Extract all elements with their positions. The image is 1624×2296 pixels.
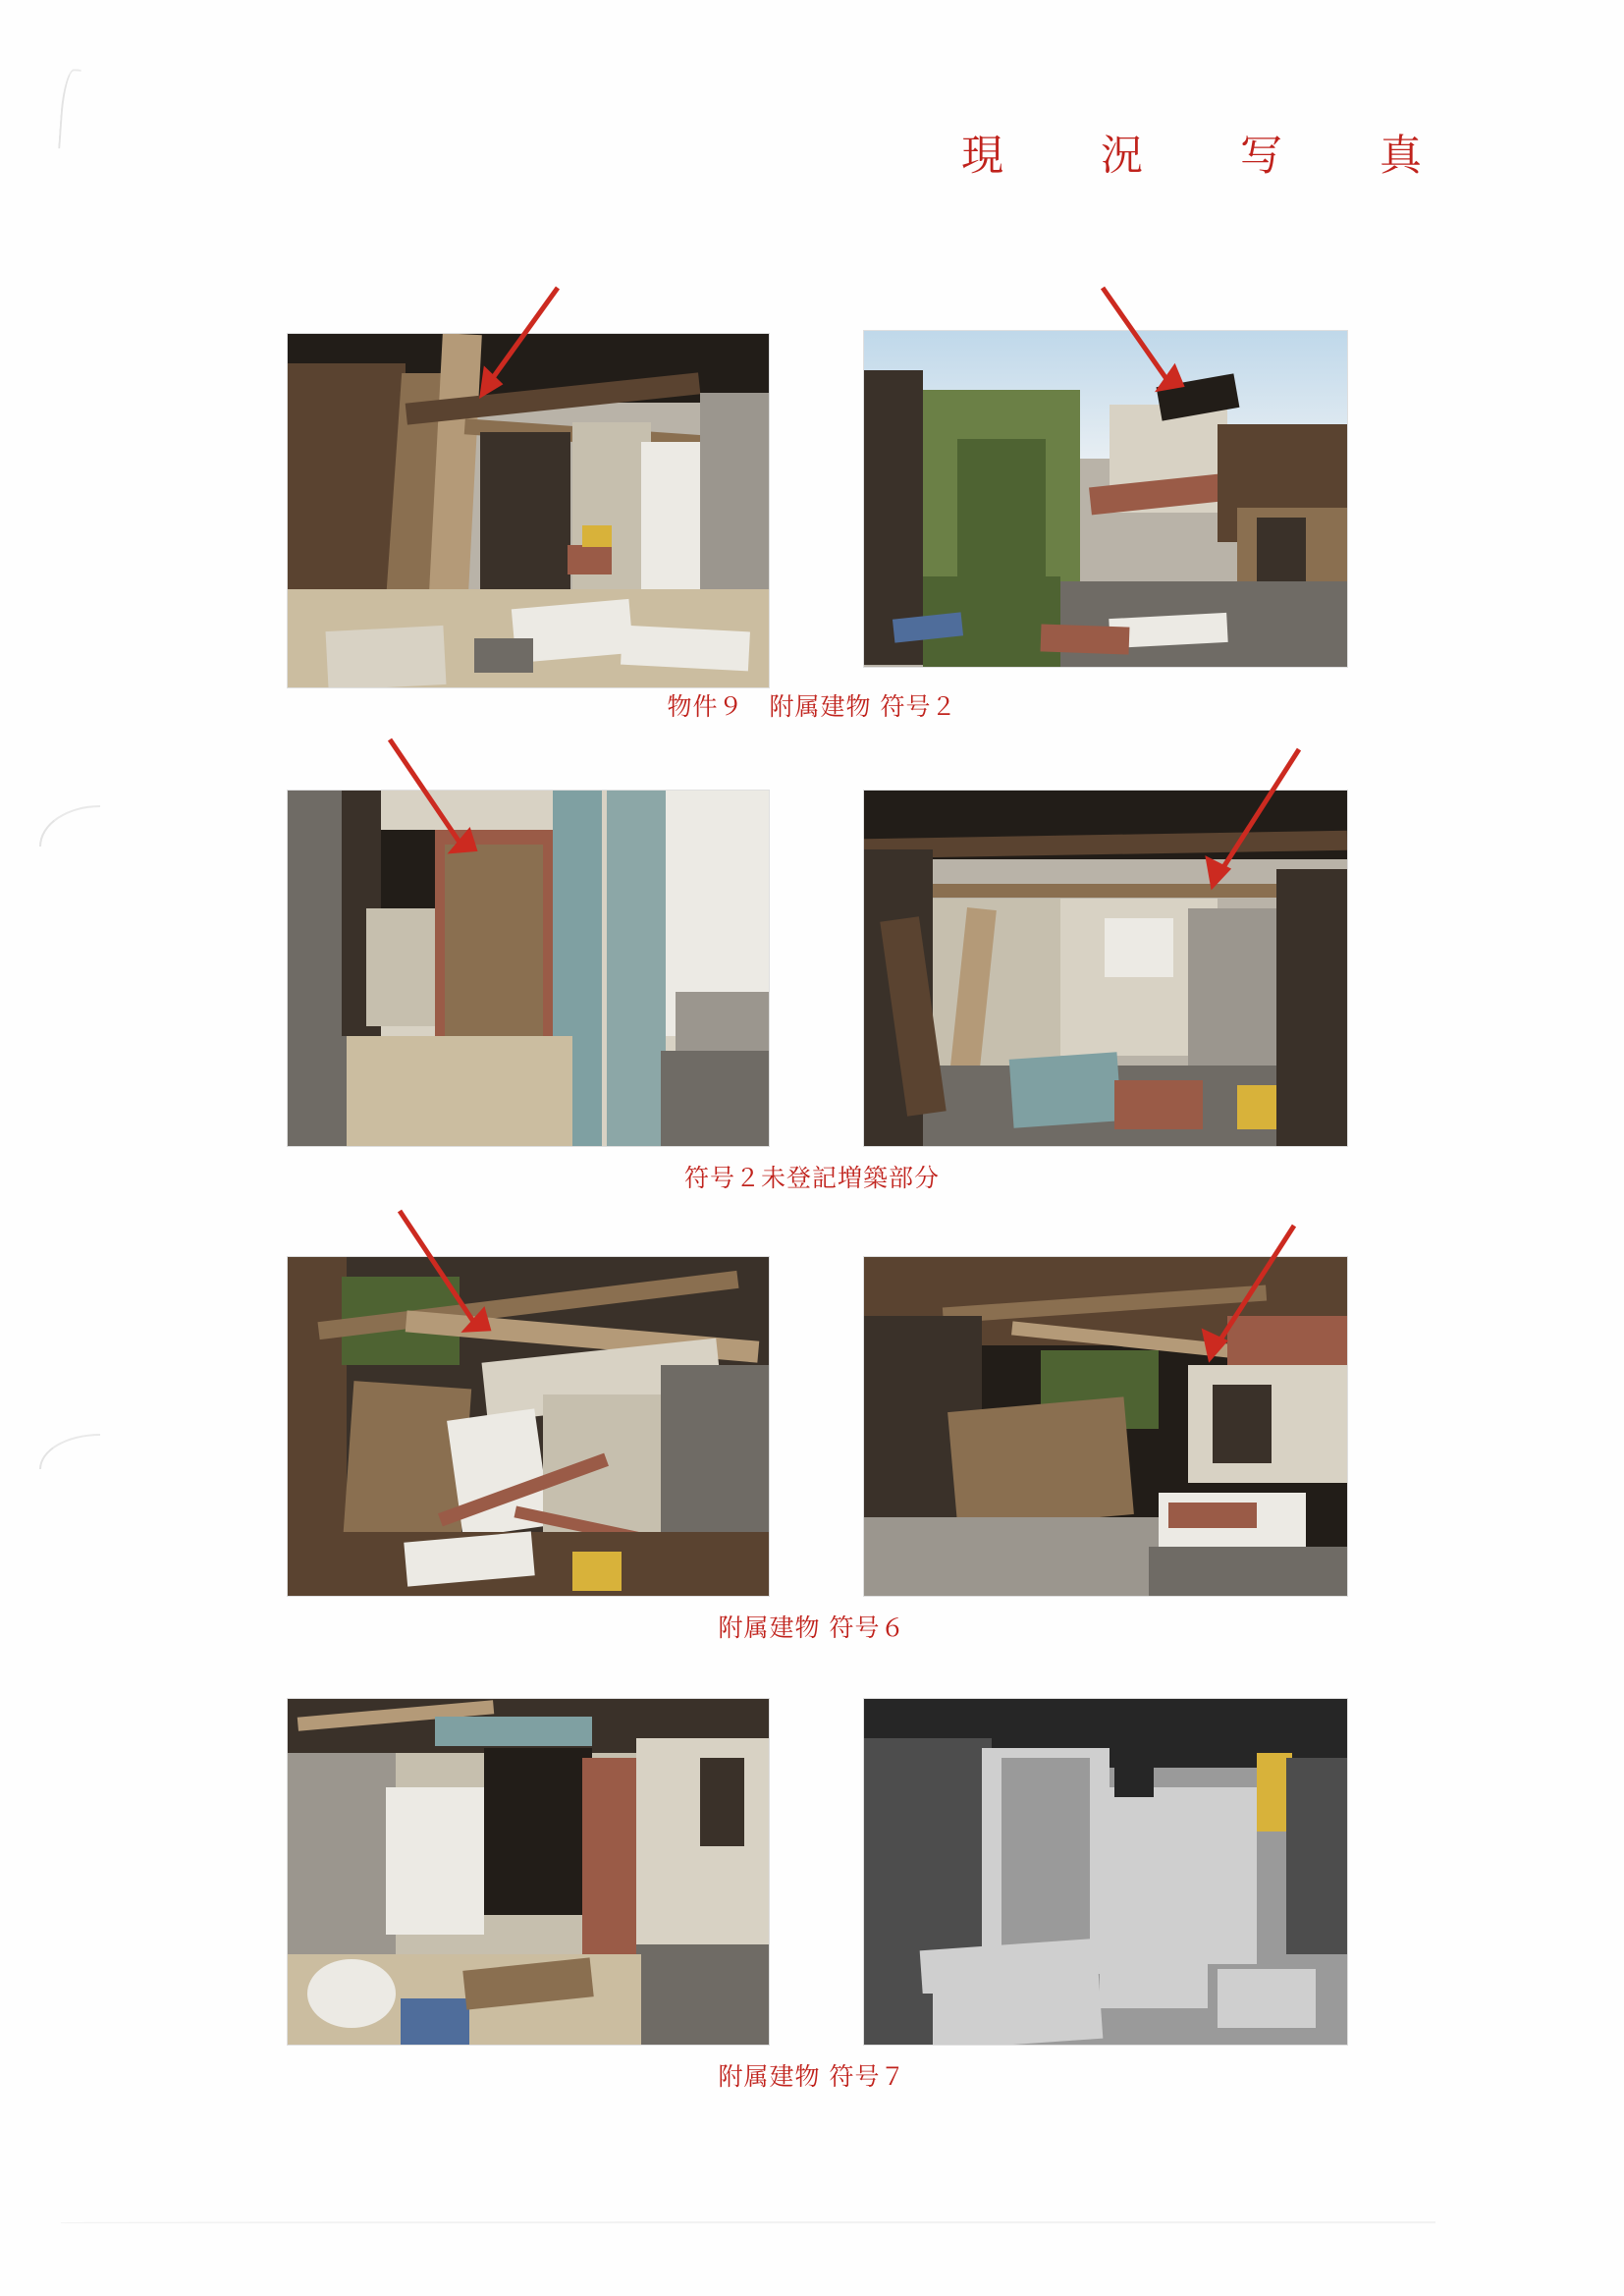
section-caption: 物件９ 附属建物 符号２ bbox=[667, 692, 957, 721]
photo-2-left bbox=[288, 791, 769, 1146]
section-caption: 符号２未登記増築部分 bbox=[683, 1164, 940, 1192]
scan-artifact bbox=[39, 1434, 100, 1469]
scan-artifact bbox=[58, 68, 81, 149]
section-caption: 附属建物 符号６ bbox=[718, 1613, 906, 1642]
photo-4-right bbox=[864, 1699, 1347, 2045]
photo-3-right bbox=[864, 1257, 1347, 1596]
photo-4-left bbox=[288, 1699, 769, 2045]
section-caption: 附属建物 符号７ bbox=[718, 2062, 906, 2091]
scan-artifact bbox=[39, 805, 100, 847]
scan-artifact bbox=[61, 2221, 1435, 2223]
photo-1-left bbox=[288, 334, 769, 687]
photo-1-right bbox=[864, 331, 1347, 667]
photo-2-right bbox=[864, 791, 1347, 1146]
photo-3-left bbox=[288, 1257, 769, 1596]
page-title: 現 況 写 真 bbox=[961, 132, 1449, 181]
